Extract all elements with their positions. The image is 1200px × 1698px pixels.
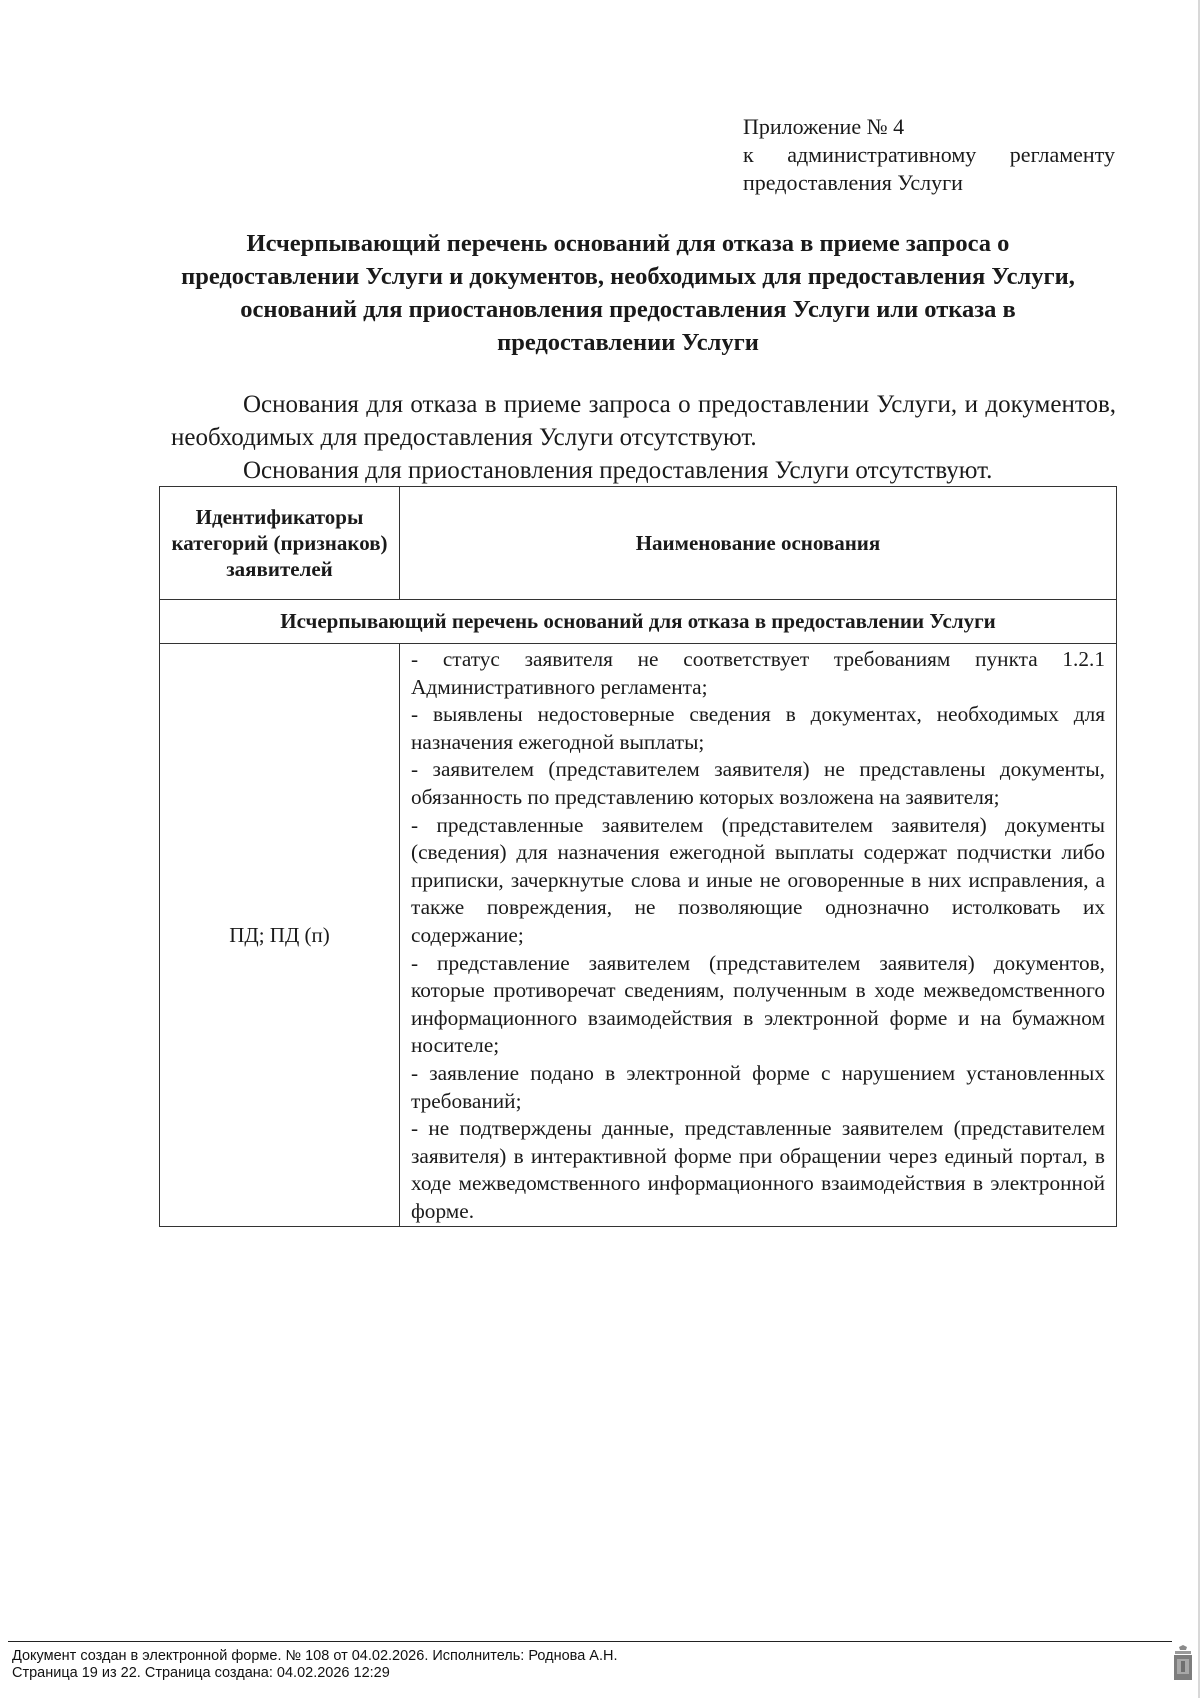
appendix-regulation-ref: к административному регламенту [743, 142, 1115, 167]
table-header-row [160, 487, 1117, 600]
table-row [160, 644, 1117, 1227]
footer-document-info: Документ создан в электронной форме. № 108 от 04.02.2026. Исполнитель: Роднова А.Н. [12, 1648, 618, 1664]
intro-paragraph-reception: Основания для отказа в приеме запроса о предоставлении Услуги, и документов, необходимых для предоставления Услуги отсутствуют. [171, 391, 1116, 451]
intro-paragraph-suspension: Основания для приостановления предоставления Услуги отсутствуют. [243, 457, 993, 484]
category-cell: ПД; ПД (п) [160, 644, 400, 1227]
ground-item: - выявлены недостоверные сведения в документах, необходимых для назначения ежегодной выплаты; [411, 702, 1105, 754]
footer-page-info: Страница 19 из 22. Страница создана: 04.02.2026 12:29 [12, 1664, 390, 1681]
coat-of-arms-icon [1172, 1645, 1194, 1683]
ground-item: - заявление подано в электронной форме с нарушением установленных требований; [411, 1060, 1105, 1113]
document-footer [12, 1648, 618, 1681]
footer-divider [8, 1641, 1172, 1642]
table-section-row [160, 600, 1117, 644]
intro-text [171, 388, 1116, 487]
grounds-table [159, 486, 1117, 1227]
ground-item: - представленные заявителем (представителем заявителя) документы (сведения) для назначения ежегодной выплаты содержат подчистки либо приписки, зачеркнутые слова и иные не оговоренные в них исправления, а также повреждения, не позволяющие однозначно истолковать их содержание; [411, 812, 1105, 947]
header-categories: Идентификаторы категорий (признаков) заявителей [160, 487, 400, 600]
grounds-list-cell [400, 644, 1117, 1227]
appendix-number: Приложение № 4 [743, 114, 905, 139]
ground-item: - не подтверждены данные, представленные заявителем (представителем заявителя) в интерактивной форме при обращении через единый портал, в ходе межведомственного информационного взаимодействия в электронной форме. [411, 1116, 1105, 1223]
ground-item: - заявителем (представителем заявителя) не представлены документы, обязанность по представлению которых возложена на заявителя; [411, 757, 1105, 809]
section-title: Исчерпывающий перечень оснований для отказа в предоставлении Услуги [160, 600, 1117, 644]
header-ground-name: Наименование основания [400, 487, 1117, 600]
appendix-service-ref: предоставления Услуги [743, 170, 963, 195]
document-title: Исчерпывающий перечень оснований для отказа в приеме запроса о предоставлении Услуги и документов, необходимых для предоставления Услуги, оснований для приостановления предоставления Услуги или отказа в предоставлении Услуги [181, 230, 1075, 356]
ground-item: - представление заявителем (представителем заявителя) документов, которые противоречат сведениям, полученным в ходе межведомственного информационного взаимодействия в электронной форме и на бумажном носителе; [411, 950, 1105, 1058]
ground-item: - статус заявителя не соответствует требованиям пункта 1.2.1 Административного регламента; [411, 647, 1105, 699]
appendix-header [743, 113, 1115, 197]
